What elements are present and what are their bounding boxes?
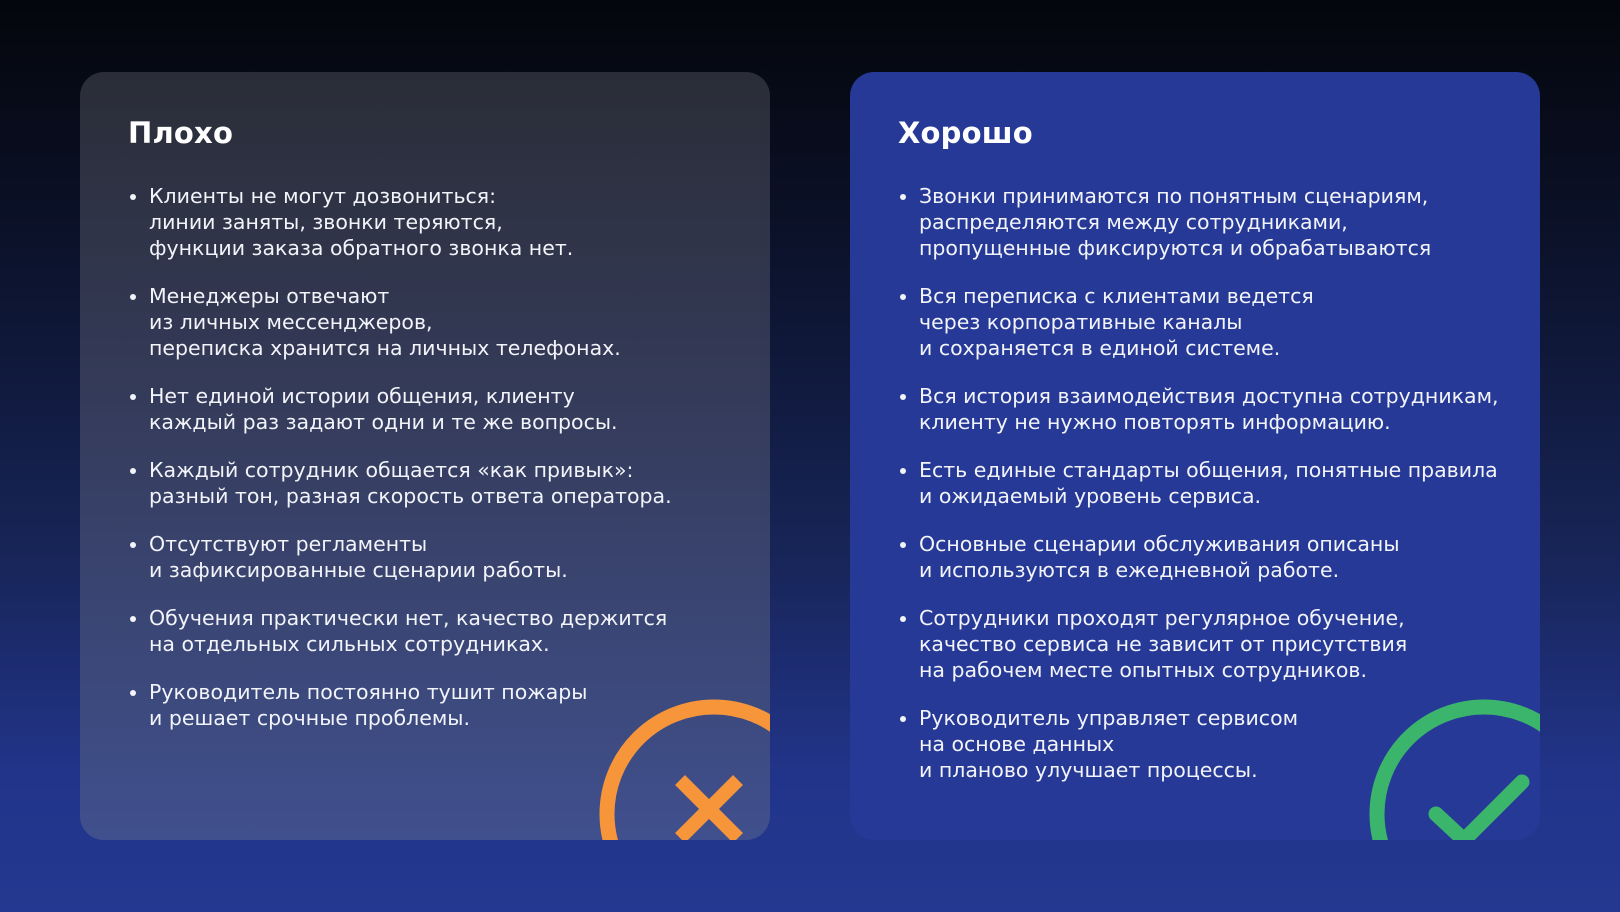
list-item: Есть единые стандарты общения, понятные правила и ожидаемый уровень сервиса. — [898, 457, 1504, 509]
bad-card-title: Плохо — [128, 116, 234, 150]
list-item: Обучения практически нет, качество держится на отдельных сильных сотрудниках. — [128, 605, 734, 657]
list-item: Руководитель постоянно тушит пожары и решает срочные проблемы. — [128, 679, 734, 731]
list-item: Вся история взаимодействия доступна сотрудникам, клиенту не нужно повторять информацию. — [898, 383, 1504, 435]
list-item: Звонки принимаются по понятным сценариям, распределяются между сотрудниками, пропущенные фиксируются и обрабатываются — [898, 183, 1504, 261]
bad-practices-card — [80, 72, 770, 840]
good-practices-list — [898, 183, 1504, 783]
bad-practices-list — [128, 183, 734, 731]
list-item: Руководитель управляет сервисом на основе данных и планово улучшает процессы. — [898, 705, 1504, 783]
list-item: Каждый сотрудник общается «как привык»: разный тон, разная скорость ответа оператора. — [128, 457, 734, 509]
good-card-title: Хорошо — [898, 116, 1033, 150]
list-item: Менеджеры отвечают из личных мессенджеров, переписка хранится на личных телефонах. — [128, 283, 734, 361]
list-item: Клиенты не могут дозвониться: линии заняты, звонки теряются, функции заказа обратного звонка нет. — [128, 183, 734, 261]
good-practices-card — [850, 72, 1540, 840]
list-item: Вся переписка с клиентами ведется через корпоративные каналы и сохраняется в единой системе. — [898, 283, 1504, 361]
list-item: Нет единой истории общения, клиенту каждый раз задают одни и те же вопросы. — [128, 383, 734, 435]
list-item: Отсутствуют регламенты и зафиксированные сценарии работы. — [128, 531, 734, 583]
list-item: Сотрудники проходят регулярное обучение, качество сервиса не зависит от присутствия на рабочем месте опытных сотрудников. — [898, 605, 1504, 683]
list-item: Основные сценарии обслуживания описаны и используются в ежедневной работе. — [898, 531, 1504, 583]
